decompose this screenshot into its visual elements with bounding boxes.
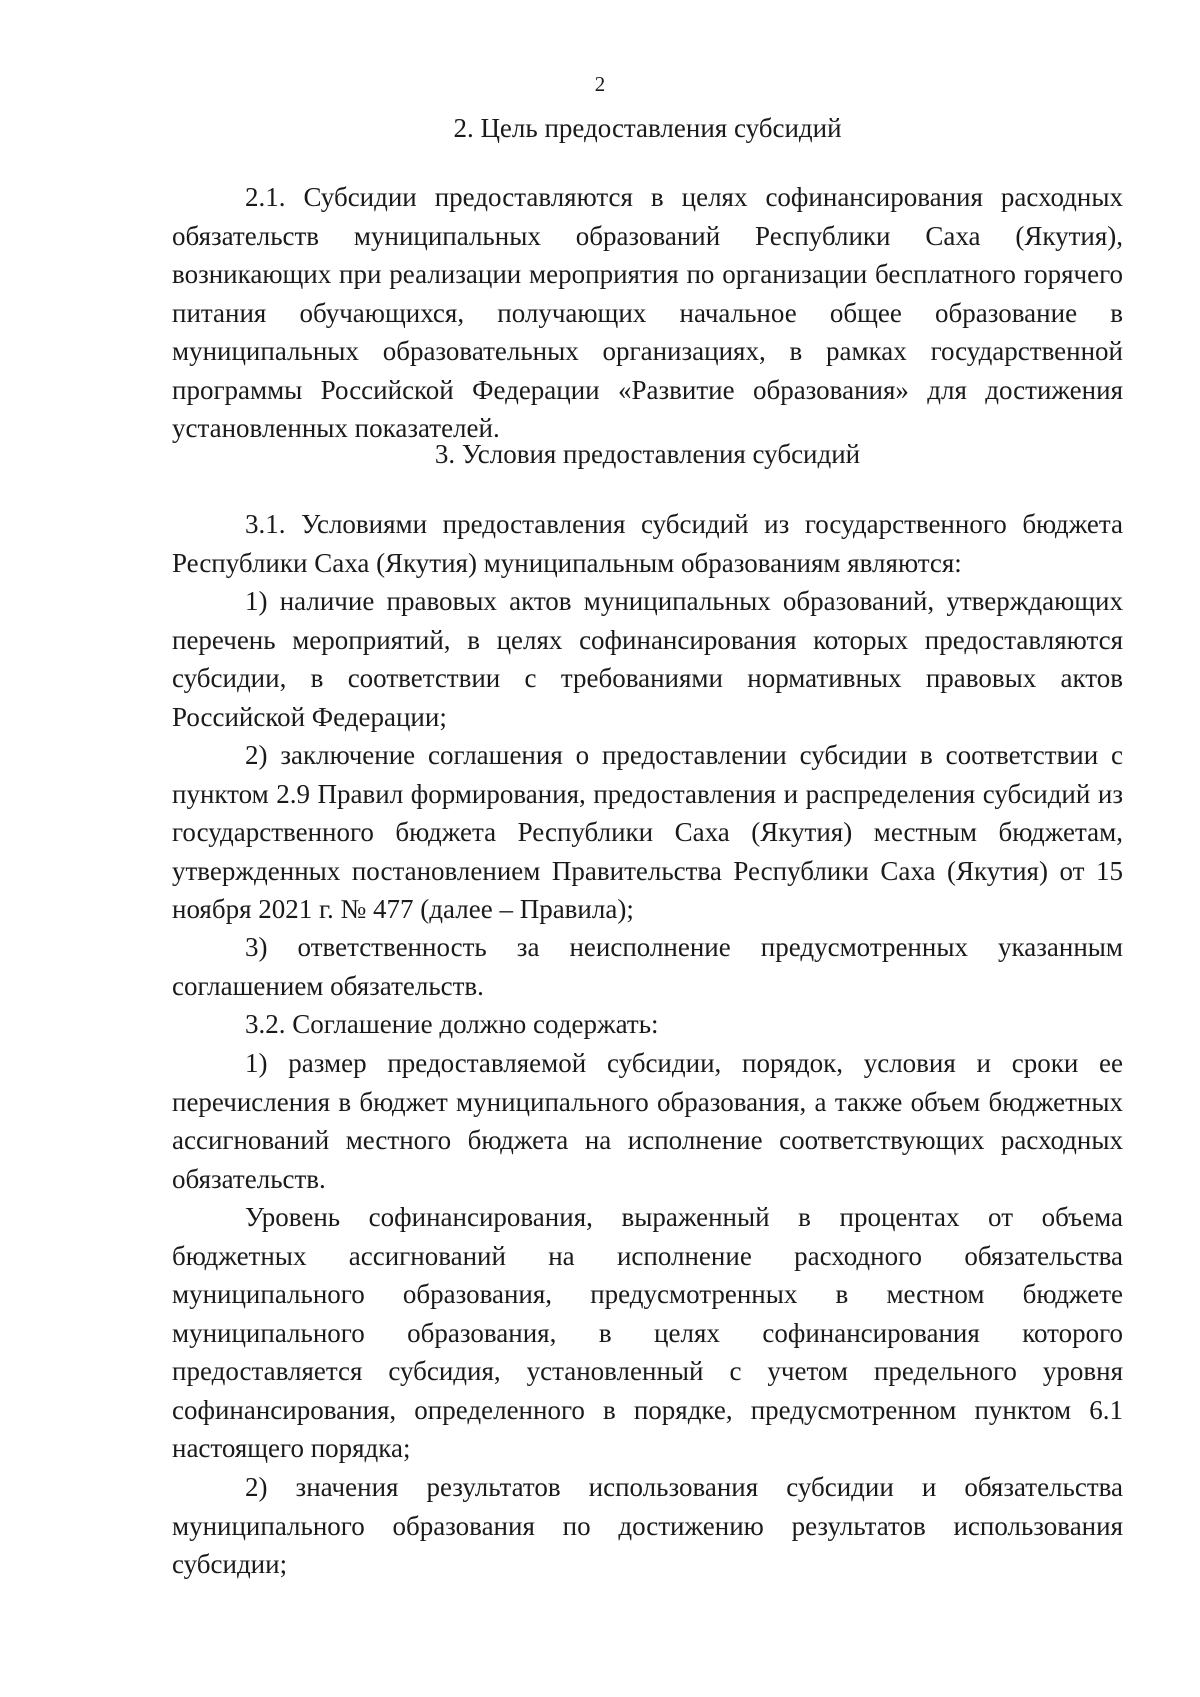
paragraph-3-2-item-2: 2) значения результатов использования субсидии и обязательства муниципального образования по достижению результатов использования субсидии; [172, 1472, 1123, 1579]
paragraph-3-1-item-1: 1) наличие правовых актов муниципальных образований, утверждающих перечень мероприятий, в целях софинансирования которых предоставляются субсидии, в соответствии с требованиями нормативных правовых актов Российской Федерации; [172, 586, 1123, 732]
paragraph-3-2-cofinancing-level: Уровень софинансирования, выраженный в процентах от объема бюджетных ассигнований на исполнение расходного обязательства муниципального образования, предусмотренных в местном бюджете муниципального образования, в целях софинансирования которого предоставляется субсидия, установленный с учетом предельного уровня софинансирования, определенного в порядке, предусмотренном пунктом 6.1 настоящего порядка; [172, 1202, 1123, 1463]
paragraph-3-2-item-1: 1) размер предоставляемой субсидии, порядок, условия и сроки ее перечисления в бюджет муниципального образования, а также объем бюджетных ассигнований местного бюджета на исполнение соответствующих расходных обязательств. [172, 1048, 1123, 1194]
paragraph-3-2: 3.2. Соглашение должно содержать: [245, 1009, 659, 1039]
paragraph-2-1: 2.1. Субсидии предоставляются в целях софинансирования расходных обязательств муниципальных образований Республики Саха (Якутия), возникающих при реализации мероприятия по организации бесплатного горячего питания обучающихся, получающих начальное общее образование в муниципальных образовательных организациях, в рамках государственной программы Российской Федерации «Развитие образования» для достижения установленных показателей. [172, 182, 1123, 443]
paragraph-3-1: 3.1. Условиями предоставления субсидий из государственного бюджета Республики Саха (Якутия) муниципальным образованиям являются: [172, 509, 1123, 578]
section-3-heading: 3. Условия предоставления субсидий [434, 439, 861, 469]
section-2-heading: 2. Цель предоставления субсидий [453, 113, 842, 143]
page-number: 2 [594, 72, 606, 96]
paragraph-3-1-item-2: 2) заключение соглашения о предоставлении субсидии в соответствии с пунктом 2.9 Правил формирования, предоставления и распределения субсидий из государственного бюджета Республики Саха (Якутия) местным бюджетам, утвержденных постановлением Правительства Республики Саха (Якутия) от 15 ноября 2021 г. № 477 (далее – Правила); [172, 740, 1123, 924]
paragraph-3-1-item-3: 3) ответственность за неисполнение предусмотренных указанным соглашением обязательств. [172, 932, 1123, 1001]
